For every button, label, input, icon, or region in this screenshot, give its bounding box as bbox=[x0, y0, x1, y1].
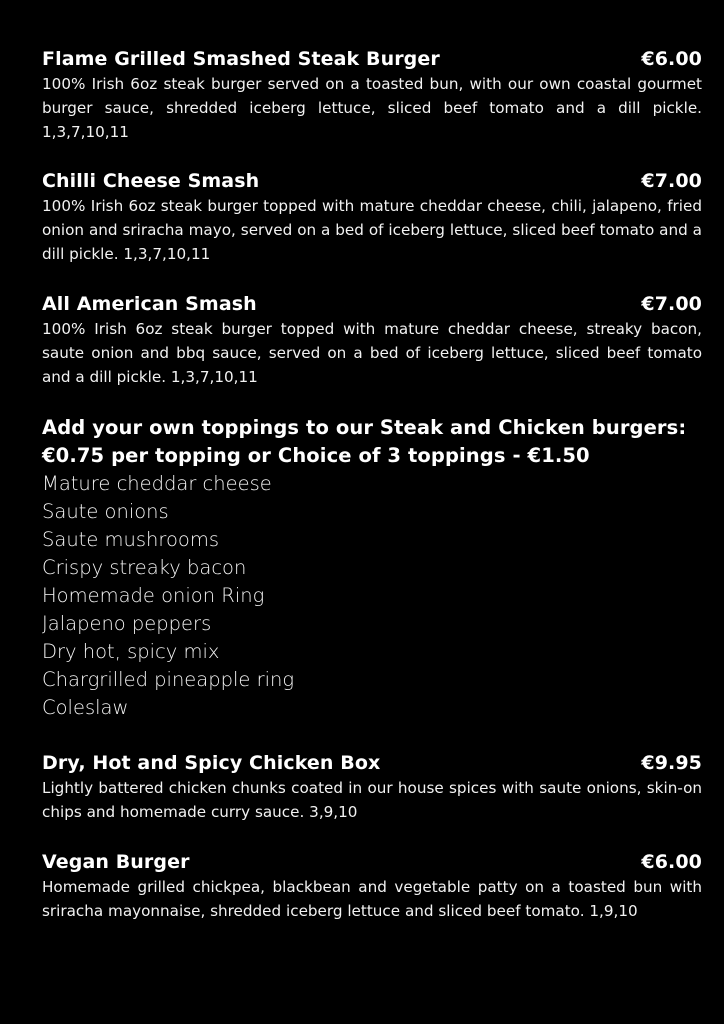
toppings-list bbox=[42, 470, 702, 722]
item-name: Vegan Burger bbox=[42, 851, 190, 873]
topping-item: Coleslaw bbox=[42, 696, 129, 719]
item-name: Dry, Hot and Spicy Chicken Box bbox=[42, 752, 381, 774]
item-price: €7.00 bbox=[641, 170, 702, 192]
topping-item: Saute mushrooms bbox=[42, 528, 220, 551]
menu-item-all-american-smash bbox=[42, 291, 702, 389]
item-description: Lightly battered chicken chunks coated in our house spices with saute onions, skin-on chips and homemade curry sauce. 3,9,10 bbox=[42, 779, 702, 821]
topping-item: Mature cheddar cheese bbox=[42, 472, 272, 495]
item-name: All American Smash bbox=[42, 293, 257, 315]
menu-item-smashed-steak-burger bbox=[42, 46, 702, 144]
item-description: 100% Irish 6oz steak burger served on a toasted bun, with our own coastal gourmet burger sauce, shredded iceberg lettuce, sliced beef tomato and a dill pickle. 1,3,7,10,11 bbox=[42, 75, 702, 141]
menu-item-chicken-box bbox=[42, 750, 702, 824]
topping-item: Homemade onion Ring bbox=[42, 584, 265, 607]
item-description: 100% Irish 6oz steak burger topped with mature cheddar cheese, streaky bacon, saute onion and bbq sauce, served on a bed of iceberg lettuce, sliced beef tomato and a dill pickle. 1,3,7,10,11 bbox=[42, 320, 702, 386]
item-price: €6.00 bbox=[641, 851, 702, 873]
item-name: Chilli Cheese Smash bbox=[42, 170, 260, 192]
topping-item: Jalapeno peppers bbox=[42, 612, 212, 635]
item-name: Flame Grilled Smashed Steak Burger bbox=[42, 48, 440, 70]
topping-item: Crispy streaky bacon bbox=[42, 556, 247, 579]
toppings-heading: Add your own toppings to our Steak and Chicken burgers: bbox=[42, 416, 687, 439]
topping-item: Saute onions bbox=[42, 500, 169, 523]
item-description: Homemade grilled chickpea, blackbean and vegetable patty on a toasted bun with sriracha mayonnaise, shredded iceberg lettuce and sliced beef tomato. 1,9,10 bbox=[42, 878, 702, 920]
toppings-section bbox=[42, 414, 702, 722]
topping-item: Chargrilled pineapple ring bbox=[42, 668, 295, 691]
topping-item: Dry hot, spicy mix bbox=[42, 640, 220, 663]
item-price: €7.00 bbox=[641, 293, 702, 315]
toppings-pricing: €0.75 per topping or Choice of 3 toppings - €1.50 bbox=[42, 444, 590, 467]
menu-page bbox=[42, 46, 702, 948]
item-price: €6.00 bbox=[641, 48, 702, 70]
menu-item-vegan-burger bbox=[42, 849, 702, 923]
item-description: 100% Irish 6oz steak burger topped with mature cheddar cheese, chili, jalapeno, fried onion and sriracha mayo, served on a bed of iceberg lettuce, sliced beef tomato and a dill pickle. 1,3,7,10,11 bbox=[42, 197, 702, 263]
menu-item-chilli-cheese-smash bbox=[42, 168, 702, 266]
item-price: €9.95 bbox=[641, 752, 702, 774]
